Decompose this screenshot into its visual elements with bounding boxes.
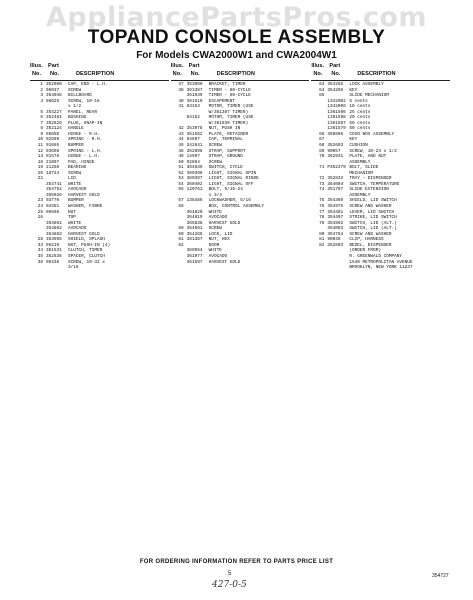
part-description: CUSHION — [349, 143, 368, 149]
illus-number — [30, 265, 46, 271]
header-no: No. — [32, 71, 42, 77]
illus-number: 25 — [37, 209, 43, 215]
illus-number: 9 — [40, 131, 43, 137]
part-number: 91665 — [46, 143, 60, 149]
part-description: ASSEMBLY — [349, 192, 371, 198]
part-number: 353978 — [186, 126, 203, 132]
column-header — [311, 62, 450, 81]
part-number: 354975 — [327, 204, 344, 210]
part-description: BEARING — [68, 165, 87, 171]
part-description: SPACER, CLUTCH — [68, 253, 105, 259]
part-number: 18724 — [46, 170, 60, 176]
part-number: 120761 — [186, 187, 203, 193]
header-no: No. — [331, 71, 341, 77]
part-description: SHIELD, LID SWITCH — [349, 198, 397, 204]
illus-number: 52 — [178, 170, 184, 176]
part-description: BILLBOARD — [68, 93, 92, 99]
illus-number: 28 — [37, 237, 43, 243]
illus-number: 10 — [37, 137, 43, 143]
part-number: 360554 — [186, 248, 203, 254]
part-description: SHIELD, SPLASH — [68, 237, 105, 243]
illus-number: 82 — [319, 242, 325, 248]
part-description: CAP, TERMINAL — [208, 137, 243, 143]
part-description: NUT, PUSH IN — [208, 126, 241, 132]
part-number: 354227 — [46, 109, 62, 115]
part-description: AVOCADO — [68, 187, 87, 193]
part-number: 354741 — [46, 181, 62, 187]
page-number: 5 — [228, 571, 232, 577]
part-description: 25 cents — [349, 109, 371, 115]
part-description: LEVER, LID SWITCH — [349, 209, 395, 215]
part-description: WASHER, FIBRE — [68, 204, 103, 210]
part-number: 14997 — [186, 154, 200, 160]
illus-number: 69 — [319, 148, 325, 154]
part-number: 354861 — [46, 220, 62, 226]
illus-number: 66 — [319, 131, 325, 137]
part-description: LOCKWASHER, 5/16 — [208, 198, 251, 204]
part-number: 84152 — [186, 115, 200, 121]
illus-number — [311, 265, 327, 271]
illus-number: 44 — [178, 137, 184, 143]
part-number: 364004 — [327, 181, 344, 187]
table-row — [30, 265, 169, 271]
part-description: CLUTCH, TIMER — [68, 248, 103, 254]
illus-number: 81 — [319, 237, 325, 243]
part-number: 1361579 — [327, 126, 346, 132]
part-description: W/361939 TIMER) — [208, 120, 249, 126]
illus-number: 61 — [178, 237, 184, 243]
part-description: WHITE — [208, 209, 222, 215]
illus-number: 26 — [37, 215, 43, 221]
part-number: 138486 — [186, 198, 203, 204]
part-number: 354481 — [327, 209, 344, 215]
illus-number: 41 — [178, 104, 184, 110]
part-description: BOX, CONTROL ASSEMBLY — [208, 204, 265, 210]
part-description: MECHANISM — [349, 170, 374, 176]
illus-number: 2 — [40, 87, 43, 93]
illus-number: 22 — [37, 176, 43, 182]
illus-number: 23 — [37, 198, 43, 204]
parts-column-3 — [311, 62, 450, 271]
page-title: TOPAND CONSOLE ASSEMBLY — [87, 27, 386, 48]
part-number: 1361597 — [327, 120, 346, 126]
part-description: STRIKE, LID SWITCH — [349, 215, 397, 221]
illus-number: 60 — [178, 231, 184, 237]
part-description: SWITCH, LID (ALT.) — [349, 226, 397, 232]
part-number: 352896 — [186, 148, 203, 154]
column-header — [171, 62, 310, 81]
parts-column-2 — [171, 62, 310, 271]
part-description: SLIDE EXTENSION — [349, 187, 389, 193]
illus-number: 72 — [319, 176, 325, 182]
part-description: AVOCADO — [208, 215, 228, 221]
part-description: SCREW AND WASHER — [349, 204, 392, 210]
part-number: 352638 — [46, 253, 62, 259]
part-description: AVOCADO — [208, 253, 228, 259]
part-description: R. GREENWALD COMPANY — [349, 253, 403, 259]
part-description: SCREW — [208, 159, 222, 165]
part-description: SWITCH, CYCLE — [208, 165, 243, 171]
part-number: 93698 — [46, 148, 60, 154]
illus-number: 36 — [37, 259, 43, 265]
part-description: DOOR — [208, 242, 220, 248]
part-number: 361077 — [186, 253, 203, 259]
part-number: 1361596 — [327, 109, 346, 115]
illus-number: 34 — [37, 248, 43, 254]
illus-number: 49 — [178, 154, 184, 160]
part-description: HANDLE — [68, 126, 84, 132]
part-description: SWITCH, LID (ALT.) — [349, 220, 397, 226]
part-description: NUT — [68, 209, 76, 215]
part-number: 96598 — [46, 209, 60, 215]
part-description: 5 cents — [349, 98, 368, 104]
part-number: 354296 — [327, 87, 344, 93]
part-description: KEY — [349, 137, 358, 143]
part-number: 354891 — [186, 226, 203, 232]
part-description: AVOCADO — [68, 226, 87, 232]
parts-column-1 — [30, 62, 169, 271]
header-description: DESCRIPTION — [76, 71, 115, 77]
illus-number — [171, 260, 187, 266]
illus-number: 74 — [319, 187, 325, 193]
part-number: 94351 — [46, 204, 60, 210]
part-number — [327, 265, 349, 271]
part-description: SCREW — [208, 226, 222, 232]
page-subtitle: For Models CWA2000W1 and CWA2004W1 — [136, 50, 337, 61]
part-number: 354048 — [46, 93, 62, 99]
parts-rows — [171, 82, 310, 265]
part-number: 342641 — [186, 143, 203, 149]
illus-number: 59 — [178, 226, 184, 232]
illus-number: 50 — [178, 159, 184, 165]
illus-number: 20 — [37, 170, 43, 176]
header-no: No. — [50, 71, 60, 77]
part-description: LOCK ASSEMBLY — [349, 82, 384, 87]
part-description: BROOKLYN, NEW YORK 11237 — [349, 265, 413, 271]
part-description: NUT, PUSH-IN (4) — [68, 242, 111, 248]
part-description: ESCAPEMENT — [208, 98, 236, 104]
part-number: 352629 — [46, 120, 62, 126]
part-number: 364093 — [327, 226, 344, 232]
illus-number: 79 — [319, 220, 325, 226]
illus-number: 63 — [319, 82, 325, 87]
illus-number: 55 — [178, 187, 184, 193]
part-number: 1342002 — [327, 98, 346, 104]
illus-number: 80 — [319, 231, 325, 237]
illus-number: 53 — [178, 176, 184, 182]
part-number: 360396 — [186, 170, 203, 176]
illus-number: 68 — [319, 143, 325, 149]
part-description: WHITE — [208, 248, 222, 254]
parts-rows — [311, 82, 450, 271]
part-number: 354752 — [46, 187, 62, 193]
illus-number: 4 — [40, 98, 43, 104]
part-description: HARVEST GOLD — [208, 259, 241, 265]
illus-number: 76 — [319, 204, 325, 210]
part-description: WHITE — [68, 220, 82, 226]
part-description: 3/16 — [68, 265, 79, 271]
part-number: 96625 — [46, 98, 60, 104]
part-description: CAP, END - L.H. — [68, 82, 108, 87]
illus-number: 40 — [178, 98, 184, 104]
part-number: 361510 — [186, 98, 203, 104]
part-description: HARVEST GOLD — [208, 220, 241, 226]
header-no: No. — [172, 71, 182, 77]
part-description: 50 cents — [349, 120, 371, 126]
part-number: 354764 — [327, 231, 344, 237]
table-row — [171, 260, 310, 266]
part-description: LIGHT, SIGNAL OFF — [208, 181, 254, 187]
part-number: 361597 — [186, 259, 203, 265]
illus-number: 13 — [37, 154, 43, 160]
part-description: LID — [68, 176, 76, 182]
part-number: 355026 — [46, 192, 62, 198]
part-description: BUSHING — [68, 115, 87, 121]
illus-number: 8 — [40, 126, 43, 132]
illus-number: 64 — [319, 87, 325, 93]
illus-number: 45 — [178, 143, 184, 149]
part-description: TRAY - DISPENSER — [349, 176, 392, 182]
part-number: 361387 — [186, 237, 203, 243]
parts-table — [30, 62, 452, 271]
header-illus: Illus. — [30, 63, 43, 69]
part-description: SCREW, 10-16 — [68, 98, 100, 104]
illus-number: 33 — [37, 242, 43, 248]
part-description: PLATE, RETAINER — [208, 131, 249, 137]
part-description: LOCK, LID — [208, 231, 233, 237]
part-description: WHITE — [68, 181, 82, 187]
part-number: 365838 — [186, 220, 203, 226]
part-description: KEY — [349, 87, 358, 93]
part-number: 361387 — [186, 87, 203, 93]
illus-number: 19 — [37, 165, 43, 171]
illus-number: 11 — [37, 143, 43, 149]
part-number: 360397 — [186, 176, 203, 182]
part-description: SPRING - L.H. — [68, 148, 103, 154]
part-description: HINGE - L.H. — [68, 154, 100, 160]
part-number: 95650 — [46, 131, 60, 137]
part-description: TIMER - 50-CYCLE — [208, 93, 251, 99]
part-description: STRAP, GROUND — [208, 154, 243, 160]
part-description: ASSEMBLY — [349, 159, 371, 165]
table-row — [311, 265, 450, 271]
part-description: x 1/2 — [68, 104, 82, 110]
part-number: 354863 — [46, 231, 62, 237]
part-description: SCREW — [68, 87, 82, 93]
part-description: CLIP, HARNESS — [349, 237, 384, 243]
part-description: 20 cents — [349, 115, 371, 121]
header-part: Part — [188, 63, 200, 69]
part-number: 360896 — [327, 131, 344, 137]
illus-number: 71 — [319, 165, 325, 171]
illus-number: 46 — [178, 148, 184, 154]
part-number: 352124 — [46, 126, 62, 132]
parts-rows — [30, 82, 169, 271]
part-description: 50 cents — [349, 126, 371, 132]
illus-number: 73 — [319, 181, 325, 187]
part-number: 352481 — [46, 115, 62, 121]
illus-number: 24 — [37, 204, 43, 210]
part-number: 362931 — [327, 154, 344, 160]
part-number: 354497 — [327, 215, 344, 221]
part-description: TIMER - 60-CYCLE — [208, 87, 251, 93]
part-number: 1361598 — [327, 115, 346, 121]
illus-number: 1 — [40, 82, 43, 87]
part-description: SPRING - R.H. — [68, 137, 103, 143]
illus-number: 62 — [178, 242, 184, 248]
part-number — [46, 265, 68, 271]
header-description: DESCRIPTION — [216, 71, 255, 77]
part-number: 351797 — [327, 187, 344, 193]
part-description: SCREW AND WASHER — [349, 231, 392, 237]
part-description: (ORDER FROM) — [349, 248, 381, 254]
part-number: 94697 — [186, 137, 200, 143]
part-description: NUT, HEX — [208, 237, 230, 243]
column-header — [30, 62, 169, 81]
illus-number: 43 — [178, 131, 184, 137]
part-description: BRACKET, TIMER — [208, 82, 246, 87]
ordering-info: FOR ORDERING INFORMATION REFER TO PARTS PRICE LIST — [139, 559, 334, 565]
illus-number: 18 — [37, 159, 43, 165]
part-number: 353965 — [46, 237, 62, 243]
part-description: SLIDE MECHANISM — [349, 93, 389, 99]
header-no: No. — [190, 71, 200, 77]
part-number: 360402 — [186, 181, 203, 187]
part-number: 354389 — [327, 198, 344, 204]
illus-number: 51 — [178, 165, 184, 171]
part-number: 354992 — [327, 220, 344, 226]
part-number: 351562 — [186, 131, 203, 137]
part-description: STRAP, SUPPORT — [208, 148, 246, 154]
part-number: 364819 — [186, 215, 203, 221]
part-number: 83153 — [186, 104, 200, 110]
part-description: SCREW, 10-32 x — [68, 259, 105, 265]
document-code: 354727 — [432, 573, 449, 579]
illus-number: 5 — [40, 109, 43, 115]
part-number: 96436 — [46, 259, 60, 265]
illus-number: 3 — [40, 93, 43, 99]
part-number: P352479 — [327, 165, 346, 171]
illus-number: 37 — [178, 82, 184, 87]
illus-number: 6 — [40, 115, 43, 121]
watermark-text: AppliancePartsPros.com — [45, 2, 428, 33]
header-illus: Illus. — [311, 63, 325, 69]
illus-number: 67 — [319, 137, 325, 143]
handwritten-note: 427-0-5 — [212, 580, 247, 590]
illus-number: 75 — [319, 198, 325, 204]
part-number: 352603 — [327, 242, 344, 248]
header-no: No. — [313, 71, 323, 77]
illus-number: 57 — [178, 198, 184, 204]
part-description: SWITCH, TEMPERATURE — [349, 181, 400, 187]
part-description: 10 cents — [349, 104, 371, 110]
illus-number: 35 — [37, 253, 43, 259]
part-number: 1342006 — [327, 104, 346, 110]
part-description: BOLT, SLIDE — [349, 165, 379, 171]
part-description: BOLT, 5/16-24 — [208, 187, 243, 193]
part-number: 352833 — [327, 176, 344, 182]
part-description: PLATE, AND NUT — [349, 154, 387, 160]
illus-number: 7 — [40, 120, 43, 126]
part-description: PANEL, REAR — [68, 109, 97, 115]
part-description: HARVEST GOLD — [68, 231, 100, 237]
part-number: 92599 — [46, 137, 60, 143]
part-number: 361939 — [186, 93, 203, 99]
part-number: 90057 — [327, 148, 341, 154]
header-description: DESCRIPTION — [357, 71, 396, 77]
part-number: 353980 — [186, 82, 203, 87]
part-number: 354862 — [46, 226, 62, 232]
header-part: Part — [329, 63, 341, 69]
part-description: MOTOR, TIMER (USE — [208, 115, 254, 121]
header-part: Part — [48, 63, 59, 69]
part-description: SCREW, 10-24 x 1/2 — [349, 148, 397, 154]
part-description: LIGHT, SIGNAL SPIN — [208, 170, 257, 176]
illus-number: 65 — [319, 93, 325, 99]
part-number: 352603 — [327, 143, 344, 149]
part-number: 364639 — [186, 165, 203, 171]
illus-number: 42 — [178, 126, 184, 132]
part-description: TOP — [68, 215, 76, 221]
illus-number: 58 — [178, 204, 184, 210]
part-description: BUMPER — [68, 143, 84, 149]
part-description: MOTOR, TIMER (USE — [208, 104, 254, 110]
part-number: 21097 — [46, 159, 60, 165]
part-description: BUMPER — [68, 198, 84, 204]
part-description: SCREW — [68, 170, 82, 176]
part-description: PAD, HINGE — [68, 159, 95, 165]
part-description: COIN BOX ASSEMBLY — [349, 131, 395, 137]
part-number: 364820 — [186, 209, 203, 215]
part-description: W/361387 TIMER) — [208, 109, 249, 115]
part-description: x 3/4 — [208, 192, 222, 198]
part-description: SCREW — [208, 143, 222, 149]
illus-number: 12 — [37, 148, 43, 154]
part-number: 93770 — [46, 198, 60, 204]
part-description: PLUG, SNAP-IN — [68, 120, 103, 126]
illus-number: 70 — [319, 154, 325, 160]
part-number: 92864 — [186, 159, 200, 165]
illus-number: 54 — [178, 181, 184, 187]
part-number: 354265 — [327, 82, 344, 87]
illus-number: 78 — [319, 215, 325, 221]
part-number: 90036 — [327, 237, 341, 243]
part-number: 96219 — [46, 242, 60, 248]
part-description: HINGE - R.H. — [68, 131, 100, 137]
illus-number: 77 — [319, 209, 325, 215]
part-description: BEZEL, DISPENSER — [349, 242, 392, 248]
part-number: 96037 — [46, 87, 60, 93]
header-illus: Illus. — [170, 63, 184, 69]
part-number: 352060 — [46, 82, 62, 87]
part-number: 361531 — [46, 248, 62, 254]
part-description: LIGHT, SIGNAL RINSE — [208, 176, 259, 182]
part-description: 1540 METROPOLITAN AVENUE — [349, 259, 413, 265]
illus-number: 38 — [178, 87, 184, 93]
part-number: 91578 — [46, 154, 60, 160]
part-number: 354266 — [186, 231, 203, 237]
part-description: HARVEST GOLD — [68, 192, 100, 198]
part-number: 21258 — [46, 165, 60, 171]
